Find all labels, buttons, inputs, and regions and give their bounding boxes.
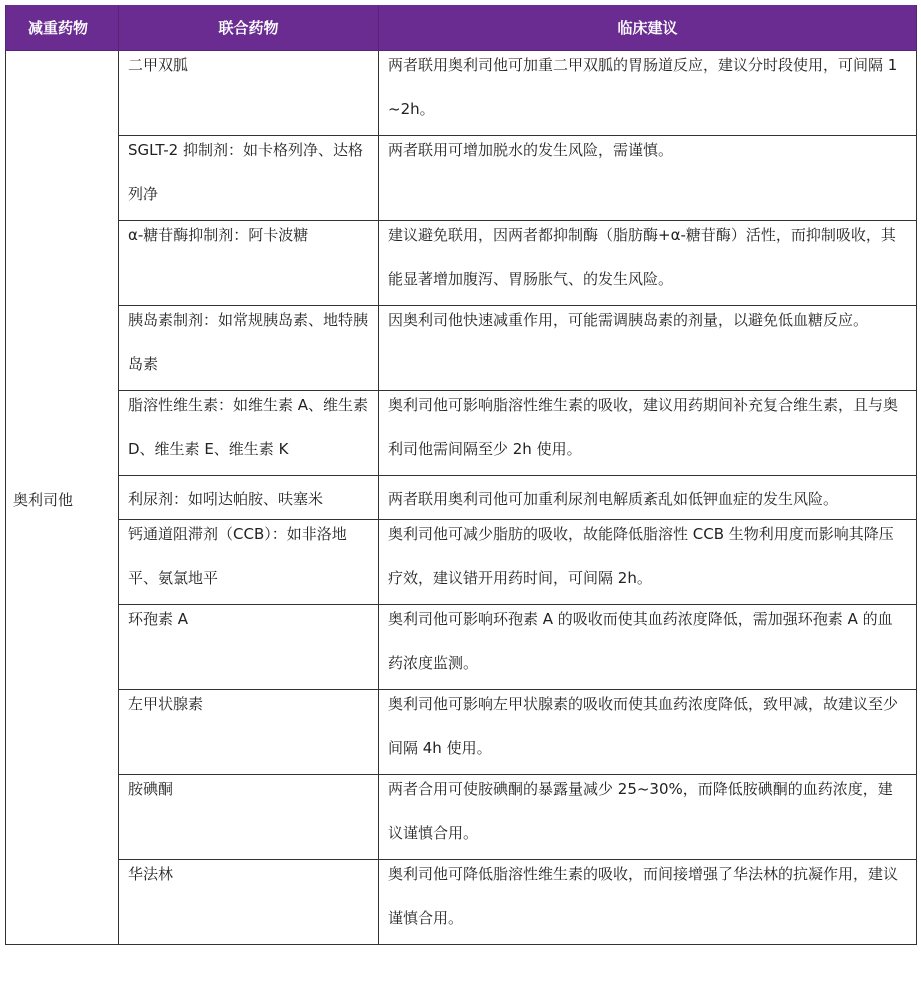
header-weight-loss-drug: 减重药物 <box>6 5 119 51</box>
combination-drug-cell <box>119 775 379 860</box>
combination-drug-text: 利尿剂：如吲达帕胺、呋塞米 <box>128 490 324 508</box>
clinical-advice-text: 奥利司他可影响左甲状腺素的吸收而使其血药浓度降低，致甲减，故建议至少间隔 4h 使用。 <box>388 695 899 757</box>
table-row <box>6 860 917 945</box>
header-clinical-advice: 临床建议 <box>379 5 917 51</box>
header-combination-drug: 联合药物 <box>119 5 379 51</box>
clinical-advice-cell <box>379 775 917 860</box>
combination-drug-text: 二甲双胍 <box>128 56 189 74</box>
clinical-advice-text: 两者联用可增加脱水的发生风险，需谨慎。 <box>388 141 674 159</box>
combination-drug-text: 华法林 <box>128 865 174 883</box>
combination-drug-text: 胺碘酮 <box>128 780 174 798</box>
combination-drug-cell <box>119 605 379 690</box>
clinical-advice-text: 奥利司他可降低脂溶性维生素的吸收，而间接增强了华法林的抗凝作用，建议谨慎合用。 <box>388 865 899 927</box>
combination-drug-cell <box>119 520 379 605</box>
combination-drug-text: 脂溶性维生素：如维生素 A、维生素 D、维生素 E、维生素 K <box>128 396 369 458</box>
clinical-advice-text: 两者联用奥利司他可加重利尿剂电解质紊乱如低钾血症的发生风险。 <box>388 490 839 508</box>
clinical-advice-text: 建议避免联用，因两者都抑制酶（脂肪酶+α-糖苷酶）活性，而抑制吸收，其能显著增加腹泻、胃肠胀气、的发生风险。 <box>388 226 896 288</box>
clinical-advice-cell <box>379 605 917 690</box>
combination-drug-text: 胰岛素制剂：如常规胰岛素、地特胰岛素 <box>128 311 369 373</box>
table-row <box>6 51 917 136</box>
table-row <box>6 520 917 605</box>
combination-drug-text: 环孢素 A <box>128 610 189 628</box>
combination-drug-cell <box>119 690 379 775</box>
combination-drug-cell <box>119 860 379 945</box>
weight-loss-drug-cell: 奥利司他 <box>6 51 119 945</box>
clinical-advice-cell <box>379 306 917 391</box>
combination-drug-cell <box>119 136 379 221</box>
table-row <box>6 775 917 860</box>
clinical-advice-cell <box>379 391 917 476</box>
clinical-advice-cell <box>379 520 917 605</box>
table-row <box>6 391 917 476</box>
clinical-advice-cell <box>379 690 917 775</box>
clinical-advice-text: 两者联用奥利司他可加重二甲双胍的胃肠道反应，建议分时段使用，可间隔 1~2h。 <box>388 56 898 118</box>
combination-drug-text: SGLT-2 抑制剂：如卡格列净、达格列净 <box>128 141 363 203</box>
clinical-advice-text: 奥利司他可影响脂溶性维生素的吸收，建议用药期间补充复合维生素，且与奥利司他需间隔至少 2h 使用。 <box>388 396 899 458</box>
combination-drug-cell <box>119 306 379 391</box>
table-row <box>6 221 917 306</box>
clinical-advice-text: 两者合用可使胺碘酮的暴露量减少 25~30%，而降低胺碘酮的血药浓度，建议谨慎合用。 <box>388 780 893 842</box>
combination-drug-text: α-糖苷酶抑制剂：阿卡波糖 <box>128 226 309 244</box>
table-row <box>6 690 917 775</box>
combination-drug-cell <box>119 221 379 306</box>
table-row <box>6 605 917 690</box>
clinical-advice-cell <box>379 136 917 221</box>
combination-drug-cell <box>119 391 379 476</box>
drug-interaction-table <box>5 5 917 945</box>
table-row <box>6 306 917 391</box>
clinical-advice-cell <box>379 221 917 306</box>
combination-drug-text: 钙通道阻滞剂（CCB）：如非洛地平、氨氯地平 <box>128 525 347 587</box>
clinical-advice-text: 奥利司他可减少脂肪的吸收，故能降低脂溶性 CCB 生物利用度而影响其降压疗效，建议错开用药时间，可间隔 2h。 <box>388 525 894 587</box>
table-row <box>6 136 917 221</box>
clinical-advice-text: 奥利司他可影响环孢素 A 的吸收而使其血药浓度降低，需加强环孢素 A 的血药浓度监测。 <box>388 610 893 672</box>
clinical-advice-text: 因奥利司他快速减重作用，可能需调胰岛素的剂量，以避免低血糖反应。 <box>388 311 869 329</box>
clinical-advice-cell <box>379 51 917 136</box>
clinical-advice-cell <box>379 860 917 945</box>
combination-drug-text: 左甲状腺素 <box>128 695 204 713</box>
combination-drug-cell <box>119 51 379 136</box>
